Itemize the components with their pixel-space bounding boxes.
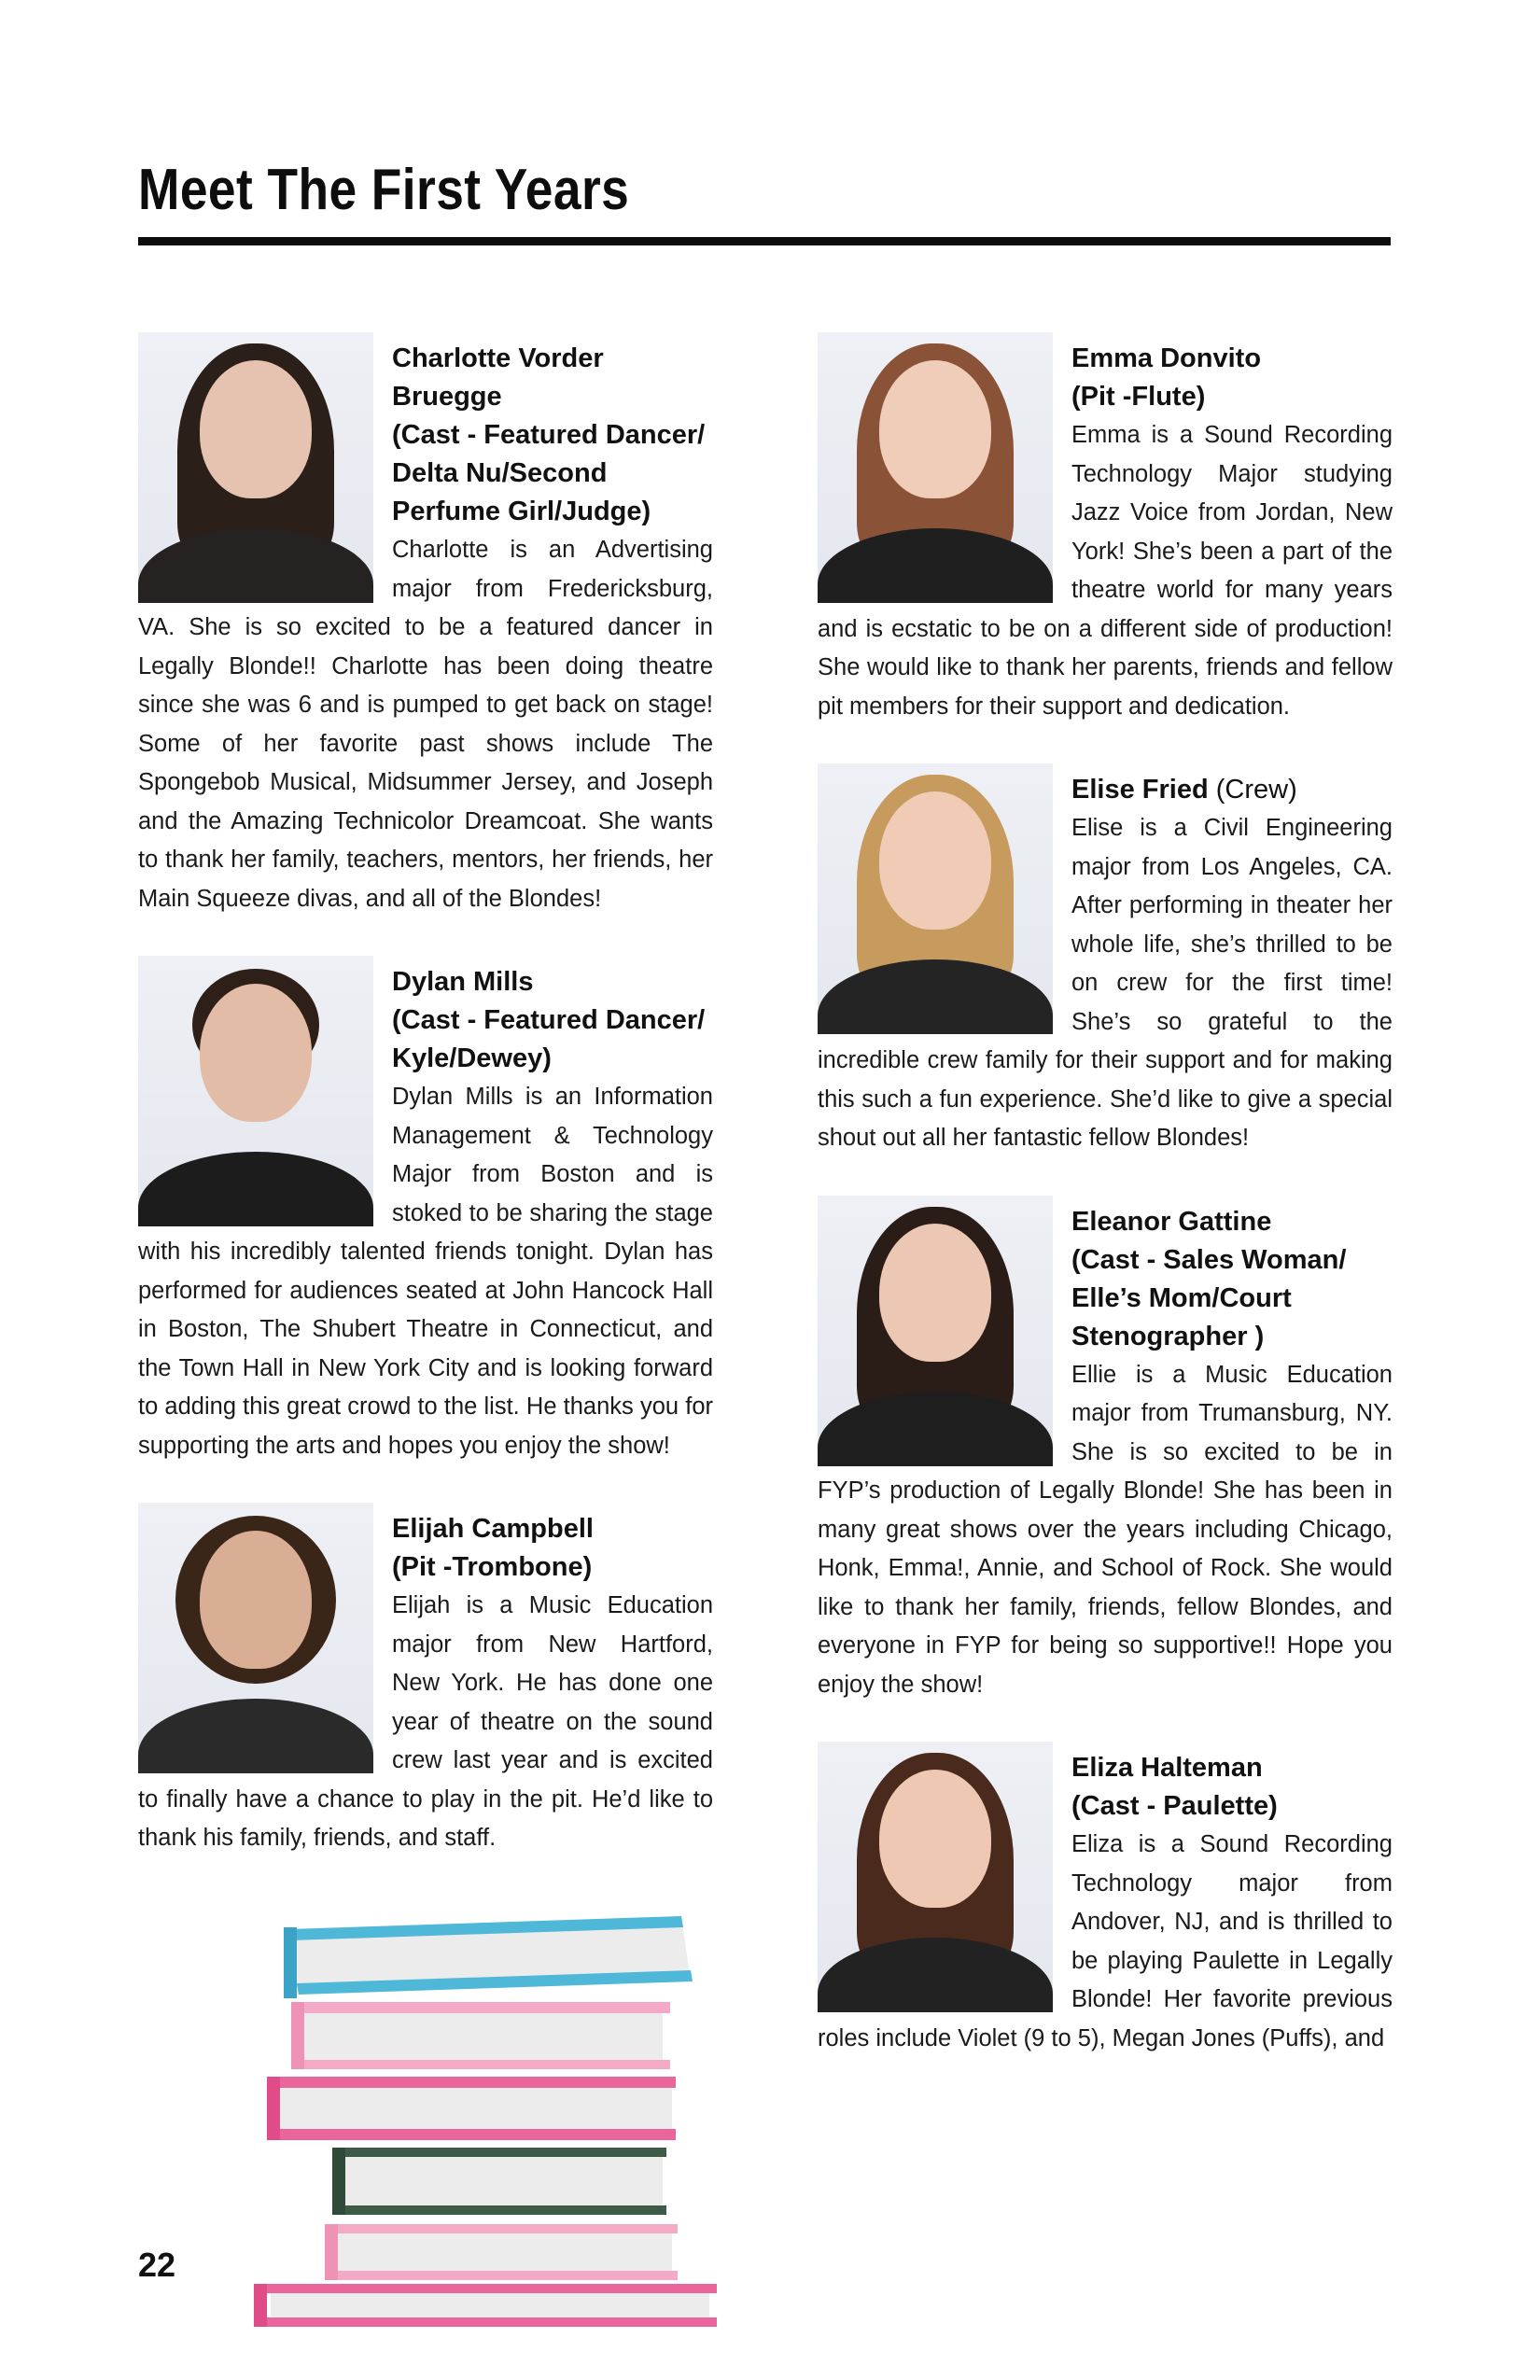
right-column	[818, 332, 1393, 2058]
role-elise: (Crew)	[1215, 775, 1297, 805]
portrait-dylan	[138, 956, 373, 1226]
name-eleanor: Eleanor Gattine	[1071, 1206, 1272, 1237]
bio-text-eliza: Eliza is a Sound Recording Technology major from Andover, NJ, and is thrilled to be playing Paulette in Legally Blonde! Her favorite previous roles include Violet (9 to 5), Megan Jones (Puffs), and	[818, 1831, 1393, 2051]
bio-elise	[818, 763, 1393, 1158]
name-elise: Elise Fried (Crew)	[1071, 775, 1297, 805]
book-pink	[267, 2077, 676, 2140]
bio-dylan	[138, 956, 713, 1465]
book-pink-bottom	[254, 2284, 717, 2327]
role-dylan-line-1: (Cast - Featured Dancer/	[392, 1005, 706, 1035]
name-emma: Emma Donvito	[1071, 343, 1262, 373]
portrait-elijah	[138, 1503, 373, 1773]
name-dylan: Dylan Mills	[392, 967, 534, 997]
role-eleanor-line-2: Elle’s Mom/Court	[1071, 1282, 1292, 1313]
left-column	[138, 332, 713, 1858]
bio-text-charlotte: Charlotte is an Advertising major from Fredericksburg, VA. She is so excited to be a featured dancer in Legally Blonde!! Charlotte has been doing theatre since she was 6 and is pumped to get back on stage! Some of her favorite past shows include The Spongebob Musical, Midsummer Jersey, and Joseph and the Amazing Technicolor Dreamcoat. She wants to thank her family, teachers, mentors, her friends, her Main Squeeze divas, and all of the Blondes!	[138, 537, 713, 912]
book-cyan	[284, 1916, 693, 1998]
role-eleanor-line-1: (Cast - Sales Woman/	[1071, 1244, 1347, 1275]
portrait-elise	[818, 763, 1053, 1034]
role-dylan-line-2: Kyle/Dewey)	[392, 1043, 552, 1073]
bio-elijah	[138, 1503, 713, 1858]
role-elijah: (Pit -Trombone)	[392, 1552, 593, 1582]
role-eliza: (Cast - Paulette)	[1071, 1791, 1278, 1821]
bio-text-eleanor: Ellie is a Music Education major from Trumansburg, NY. She is so excited to be in FYP’s production of Legally Blonde! She has been in many great shows over the years including Chicago, Honk, Emma!, Annie, and School of Rock. She would like to thank her family, friends, fellow Blondes, and everyone in FYP for being so supportive!! Hope you enjoy the show!	[818, 1361, 1393, 1698]
role-charlotte-line-1: (Cast - Featured Dancer/	[392, 420, 706, 450]
role-charlotte-line-2: Delta Nu/Second	[392, 458, 608, 488]
portrait-charlotte	[138, 332, 373, 603]
portrait-eliza	[818, 1742, 1053, 2012]
role-emma: (Pit -Flute)	[1071, 382, 1206, 412]
portrait-emma	[818, 332, 1053, 603]
name-eliza: Eliza Halteman	[1071, 1753, 1263, 1783]
name-charlotte-line-1: Charlotte Vorder	[392, 343, 604, 373]
page-number: 22	[138, 2246, 176, 2284]
bio-text-elise: Elise is a Civil Engineering major from Los Angeles, CA. After performing in theater her whole life, she’s thrilled to be on crew for the first time! She’s so grateful to the incredible crew family for their support and for making this such a fun experience. She’d like to give a special shout out all her fantastic fellow Blondes!	[818, 815, 1393, 1151]
bio-charlotte	[138, 332, 713, 918]
book-light-pink	[291, 2002, 670, 2069]
page-title: Meet The First Years	[138, 158, 630, 222]
name-elijah: Elijah Campbell	[392, 1514, 594, 1544]
bio-eleanor	[818, 1196, 1393, 1705]
book-stack-illustration	[252, 1909, 737, 2329]
portrait-eleanor	[818, 1196, 1053, 1466]
bio-text-dylan: Dylan Mills is an Information Management & Technology Major from Boston and is stoked to be sharing the stage with his incredibly talented friends tonight. Dylan has performed for audiences seated at John Hancock Hall in Boston, The Shubert Theatre in Connecticut, and the Town Hall in New York City and is looking forward to adding this great crowd to the list. He thanks you for supporting the arts and hopes you enjoy the show!	[138, 1084, 713, 1459]
book-light-pink-2	[325, 2224, 678, 2280]
title-rule	[138, 237, 1391, 245]
bio-emma	[818, 332, 1393, 726]
bio-text-emma: Emma is a Sound Recording Technology Major studying Jazz Voice from Jordan, New York! She’s been a part of the theatre world for many years and is ecstatic to be on a different side of production! She would like to thank her parents, friends and fellow pit members for their support and dedication.	[818, 422, 1393, 720]
name-charlotte-line-2: Bruegge	[392, 382, 502, 412]
role-eleanor-line-3: Stenographer )	[1071, 1321, 1265, 1351]
book-green	[332, 2148, 666, 2215]
bio-text-elijah: Elijah is a Music Education major from New Hartford, New York. He has done one year of theatre on the sound crew last year and is excited to finally have a chance to play in the pit. He’d like to thank his family, friends, and staff.	[138, 1592, 713, 1851]
role-charlotte-line-3: Perfume Girl/Judge)	[392, 497, 651, 526]
bio-eliza	[818, 1742, 1393, 2058]
